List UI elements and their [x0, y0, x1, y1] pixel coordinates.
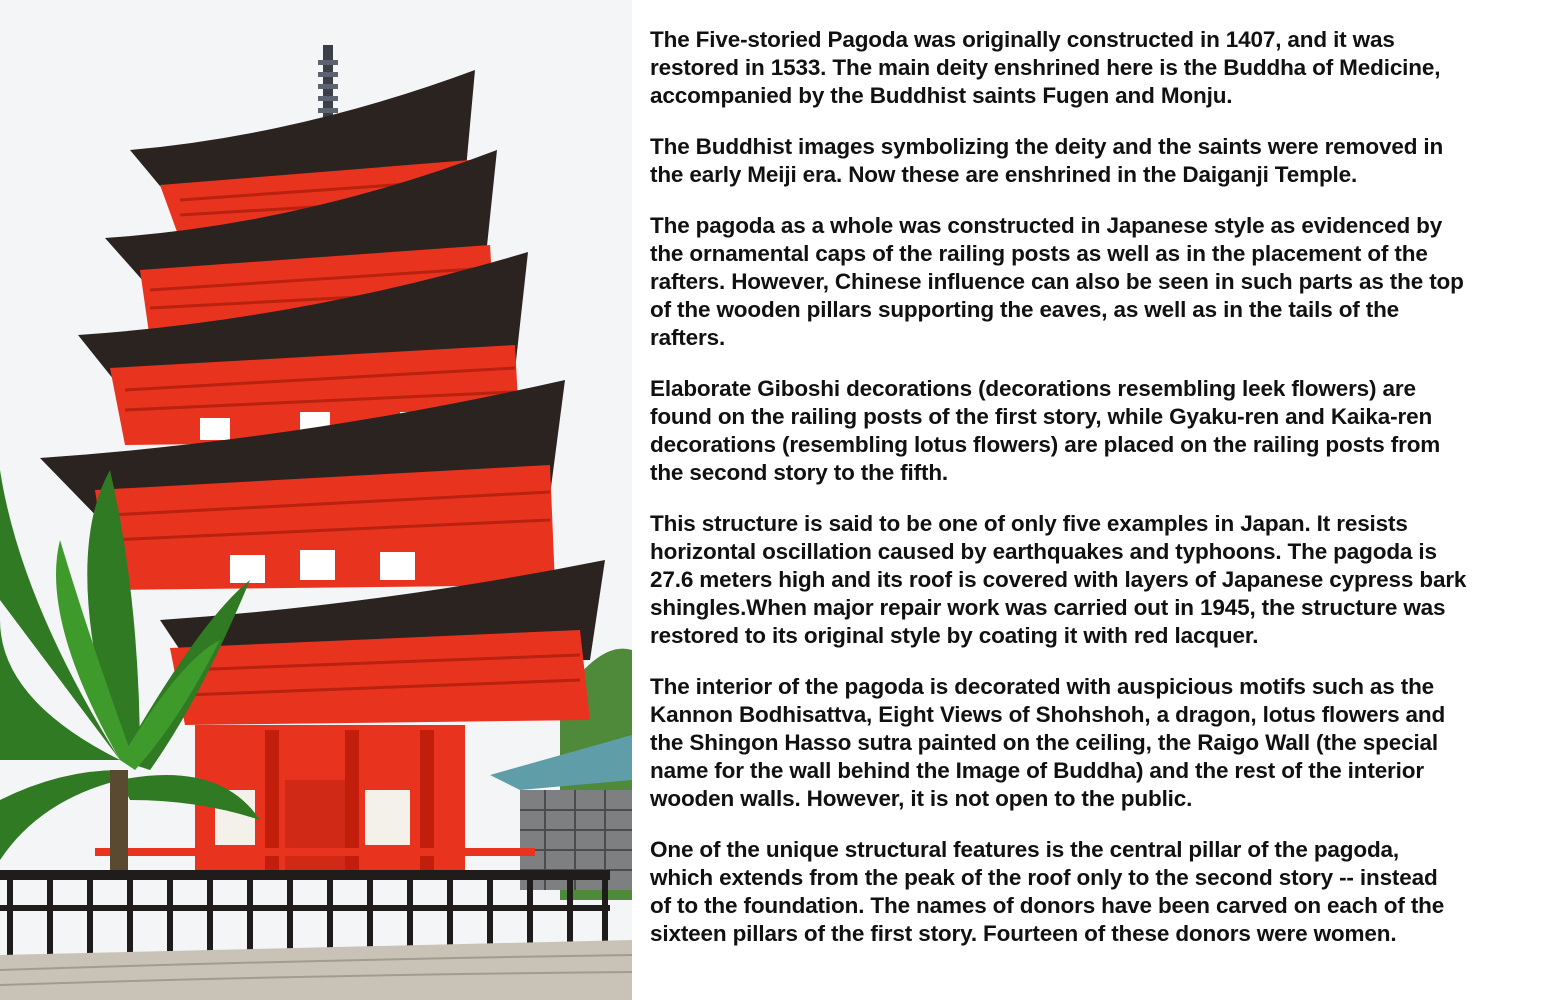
- paragraph-central-pillar: One of the unique structural features is the central pillar of the pagoda, which extends from the peak of the roof only to the second story -- instead of to the foundation. The names of donors have been carved on each of the sixteen pillars of the first story. Fourteen of these donors were women.: [650, 837, 1445, 946]
- paragraph-railing-decorations: Elaborate Giboshi decorations (decorations resembling leek flowers) are found on the railing posts of the first story, while Gyaku-ren and Kaika-ren decorations (resembling lotus flowers) are placed on the railing posts from the second story to the fifth.: [650, 376, 1441, 485]
- paragraph-buddhist-images: The Buddhist images symbolizing the deity and the saints were removed in the early Meiji era. Now these are enshrined in the Daiganji Temple.: [650, 134, 1444, 187]
- pagoda-photo: [0, 0, 632, 1000]
- article-text: [650, 26, 1540, 971]
- pagoda-illustration: [0, 0, 632, 1000]
- paragraph-history: The Five-storied Pagoda was originally constructed in 1407, and it was restored in 1533. The main deity enshrined here is the Buddha of Medicine, accompanied by the Buddhist saints Fugen and Monju.: [650, 27, 1441, 108]
- paragraph-architectural-style: The pagoda as a whole was constructed in Japanese style as evidenced by the ornamental caps of the railing posts as well as in the placement of the rafters. However, Chinese influence can also be seen in such parts as the top of the wooden pillars supporting the eaves, as well as in the tails of the rafters.: [650, 213, 1464, 350]
- paragraph-structure: This structure is said to be one of only five examples in Japan. It resists horizontal oscillation caused by earthquakes and typhoons. The pagoda is 27.6 meters high and its roof is covered with layers of Japanese cypress bark shingles.When major repair work was carried out in 1945, the structure was restored to its original style by coating it with red lacquer.: [650, 511, 1467, 648]
- paragraph-interior: The interior of the pagoda is decorated with auspicious motifs such as the Kannon Bodhisattva, Eight Views of Shohshoh, a dragon, lotus flowers and the Shingon Hasso sutra painted on the ceiling, the Raigo Wall (the special name for the wall behind the Image of Buddha) and the rest of the interior wooden walls. However, it is not open to the public.: [650, 674, 1446, 811]
